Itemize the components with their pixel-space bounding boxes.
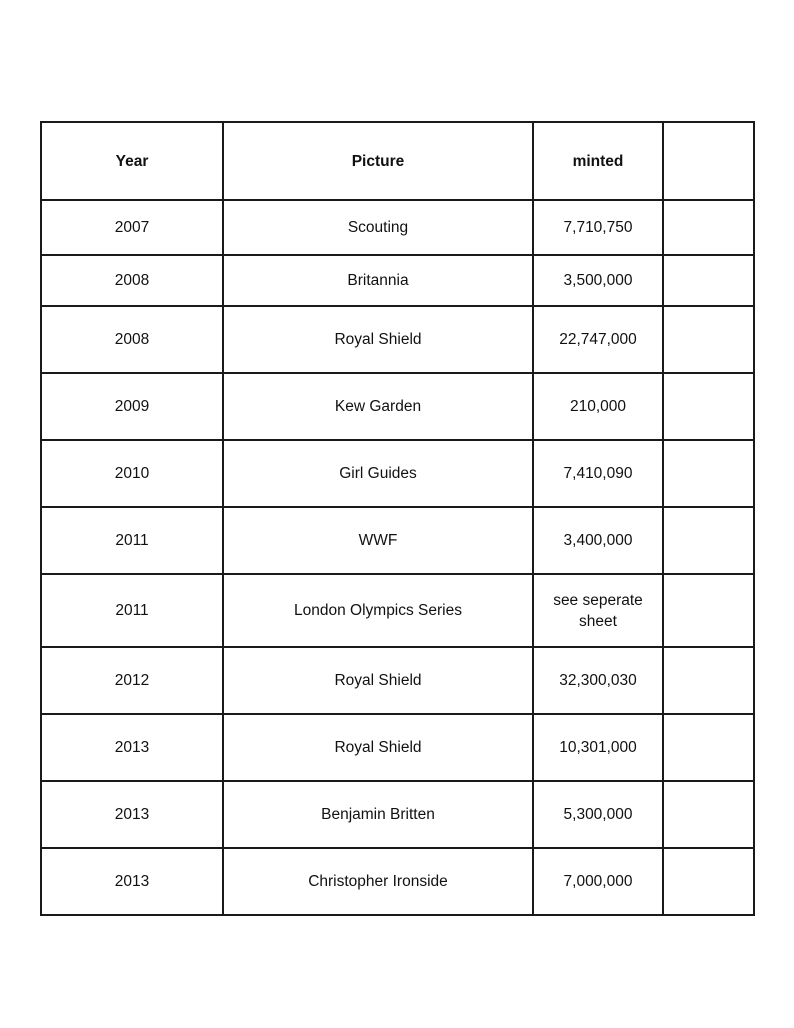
table-row bbox=[41, 574, 754, 647]
table-row bbox=[41, 373, 754, 440]
table-row bbox=[41, 306, 754, 373]
cell-blank bbox=[663, 255, 754, 306]
cell-minted: 7,000,000 bbox=[533, 848, 663, 915]
cell-picture: Benjamin Britten bbox=[223, 781, 533, 848]
cell-picture: Britannia bbox=[223, 255, 533, 306]
cell-year: 2010 bbox=[41, 440, 223, 507]
cell-blank bbox=[663, 714, 754, 781]
table-row bbox=[41, 647, 754, 714]
table-row bbox=[41, 714, 754, 781]
cell-minted: 7,410,090 bbox=[533, 440, 663, 507]
table-row bbox=[41, 440, 754, 507]
cell-blank bbox=[663, 574, 754, 647]
cell-year: 2008 bbox=[41, 306, 223, 373]
column-header-year: Year bbox=[41, 122, 223, 200]
cell-picture: Royal Shield bbox=[223, 647, 533, 714]
cell-picture: Christopher Ironside bbox=[223, 848, 533, 915]
cell-year: 2008 bbox=[41, 255, 223, 306]
table-row bbox=[41, 200, 754, 255]
cell-blank bbox=[663, 647, 754, 714]
cell-minted: 32,300,030 bbox=[533, 647, 663, 714]
cell-picture: Royal Shield bbox=[223, 714, 533, 781]
cell-year: 2013 bbox=[41, 714, 223, 781]
cell-minted: 3,500,000 bbox=[533, 255, 663, 306]
cell-blank bbox=[663, 507, 754, 574]
cell-year: 2007 bbox=[41, 200, 223, 255]
column-header-minted: minted bbox=[533, 122, 663, 200]
table-row bbox=[41, 781, 754, 848]
document-page bbox=[40, 121, 755, 916]
cell-picture: Girl Guides bbox=[223, 440, 533, 507]
cell-minted: 10,301,000 bbox=[533, 714, 663, 781]
cell-minted: 210,000 bbox=[533, 373, 663, 440]
cell-year: 2011 bbox=[41, 574, 223, 647]
cell-year: 2012 bbox=[41, 647, 223, 714]
cell-minted: 3,400,000 bbox=[533, 507, 663, 574]
cell-minted: 7,710,750 bbox=[533, 200, 663, 255]
cell-picture: Royal Shield bbox=[223, 306, 533, 373]
table-row bbox=[41, 848, 754, 915]
coin-mintage-table bbox=[40, 121, 755, 916]
cell-minted: 22,747,000 bbox=[533, 306, 663, 373]
cell-year: 2013 bbox=[41, 848, 223, 915]
table-header-row bbox=[41, 122, 754, 200]
cell-picture: WWF bbox=[223, 507, 533, 574]
cell-minted: see seperate sheet bbox=[533, 574, 663, 647]
cell-year: 2009 bbox=[41, 373, 223, 440]
cell-picture: Scouting bbox=[223, 200, 533, 255]
cell-minted: 5,300,000 bbox=[533, 781, 663, 848]
table-row bbox=[41, 255, 754, 306]
cell-blank bbox=[663, 200, 754, 255]
cell-year: 2011 bbox=[41, 507, 223, 574]
column-header-blank bbox=[663, 122, 754, 200]
cell-picture: London Olympics Series bbox=[223, 574, 533, 647]
table-row bbox=[41, 507, 754, 574]
cell-blank bbox=[663, 373, 754, 440]
cell-blank bbox=[663, 848, 754, 915]
cell-blank bbox=[663, 440, 754, 507]
cell-picture: Kew Garden bbox=[223, 373, 533, 440]
cell-year: 2013 bbox=[41, 781, 223, 848]
cell-blank bbox=[663, 306, 754, 373]
column-header-picture: Picture bbox=[223, 122, 533, 200]
cell-blank bbox=[663, 781, 754, 848]
